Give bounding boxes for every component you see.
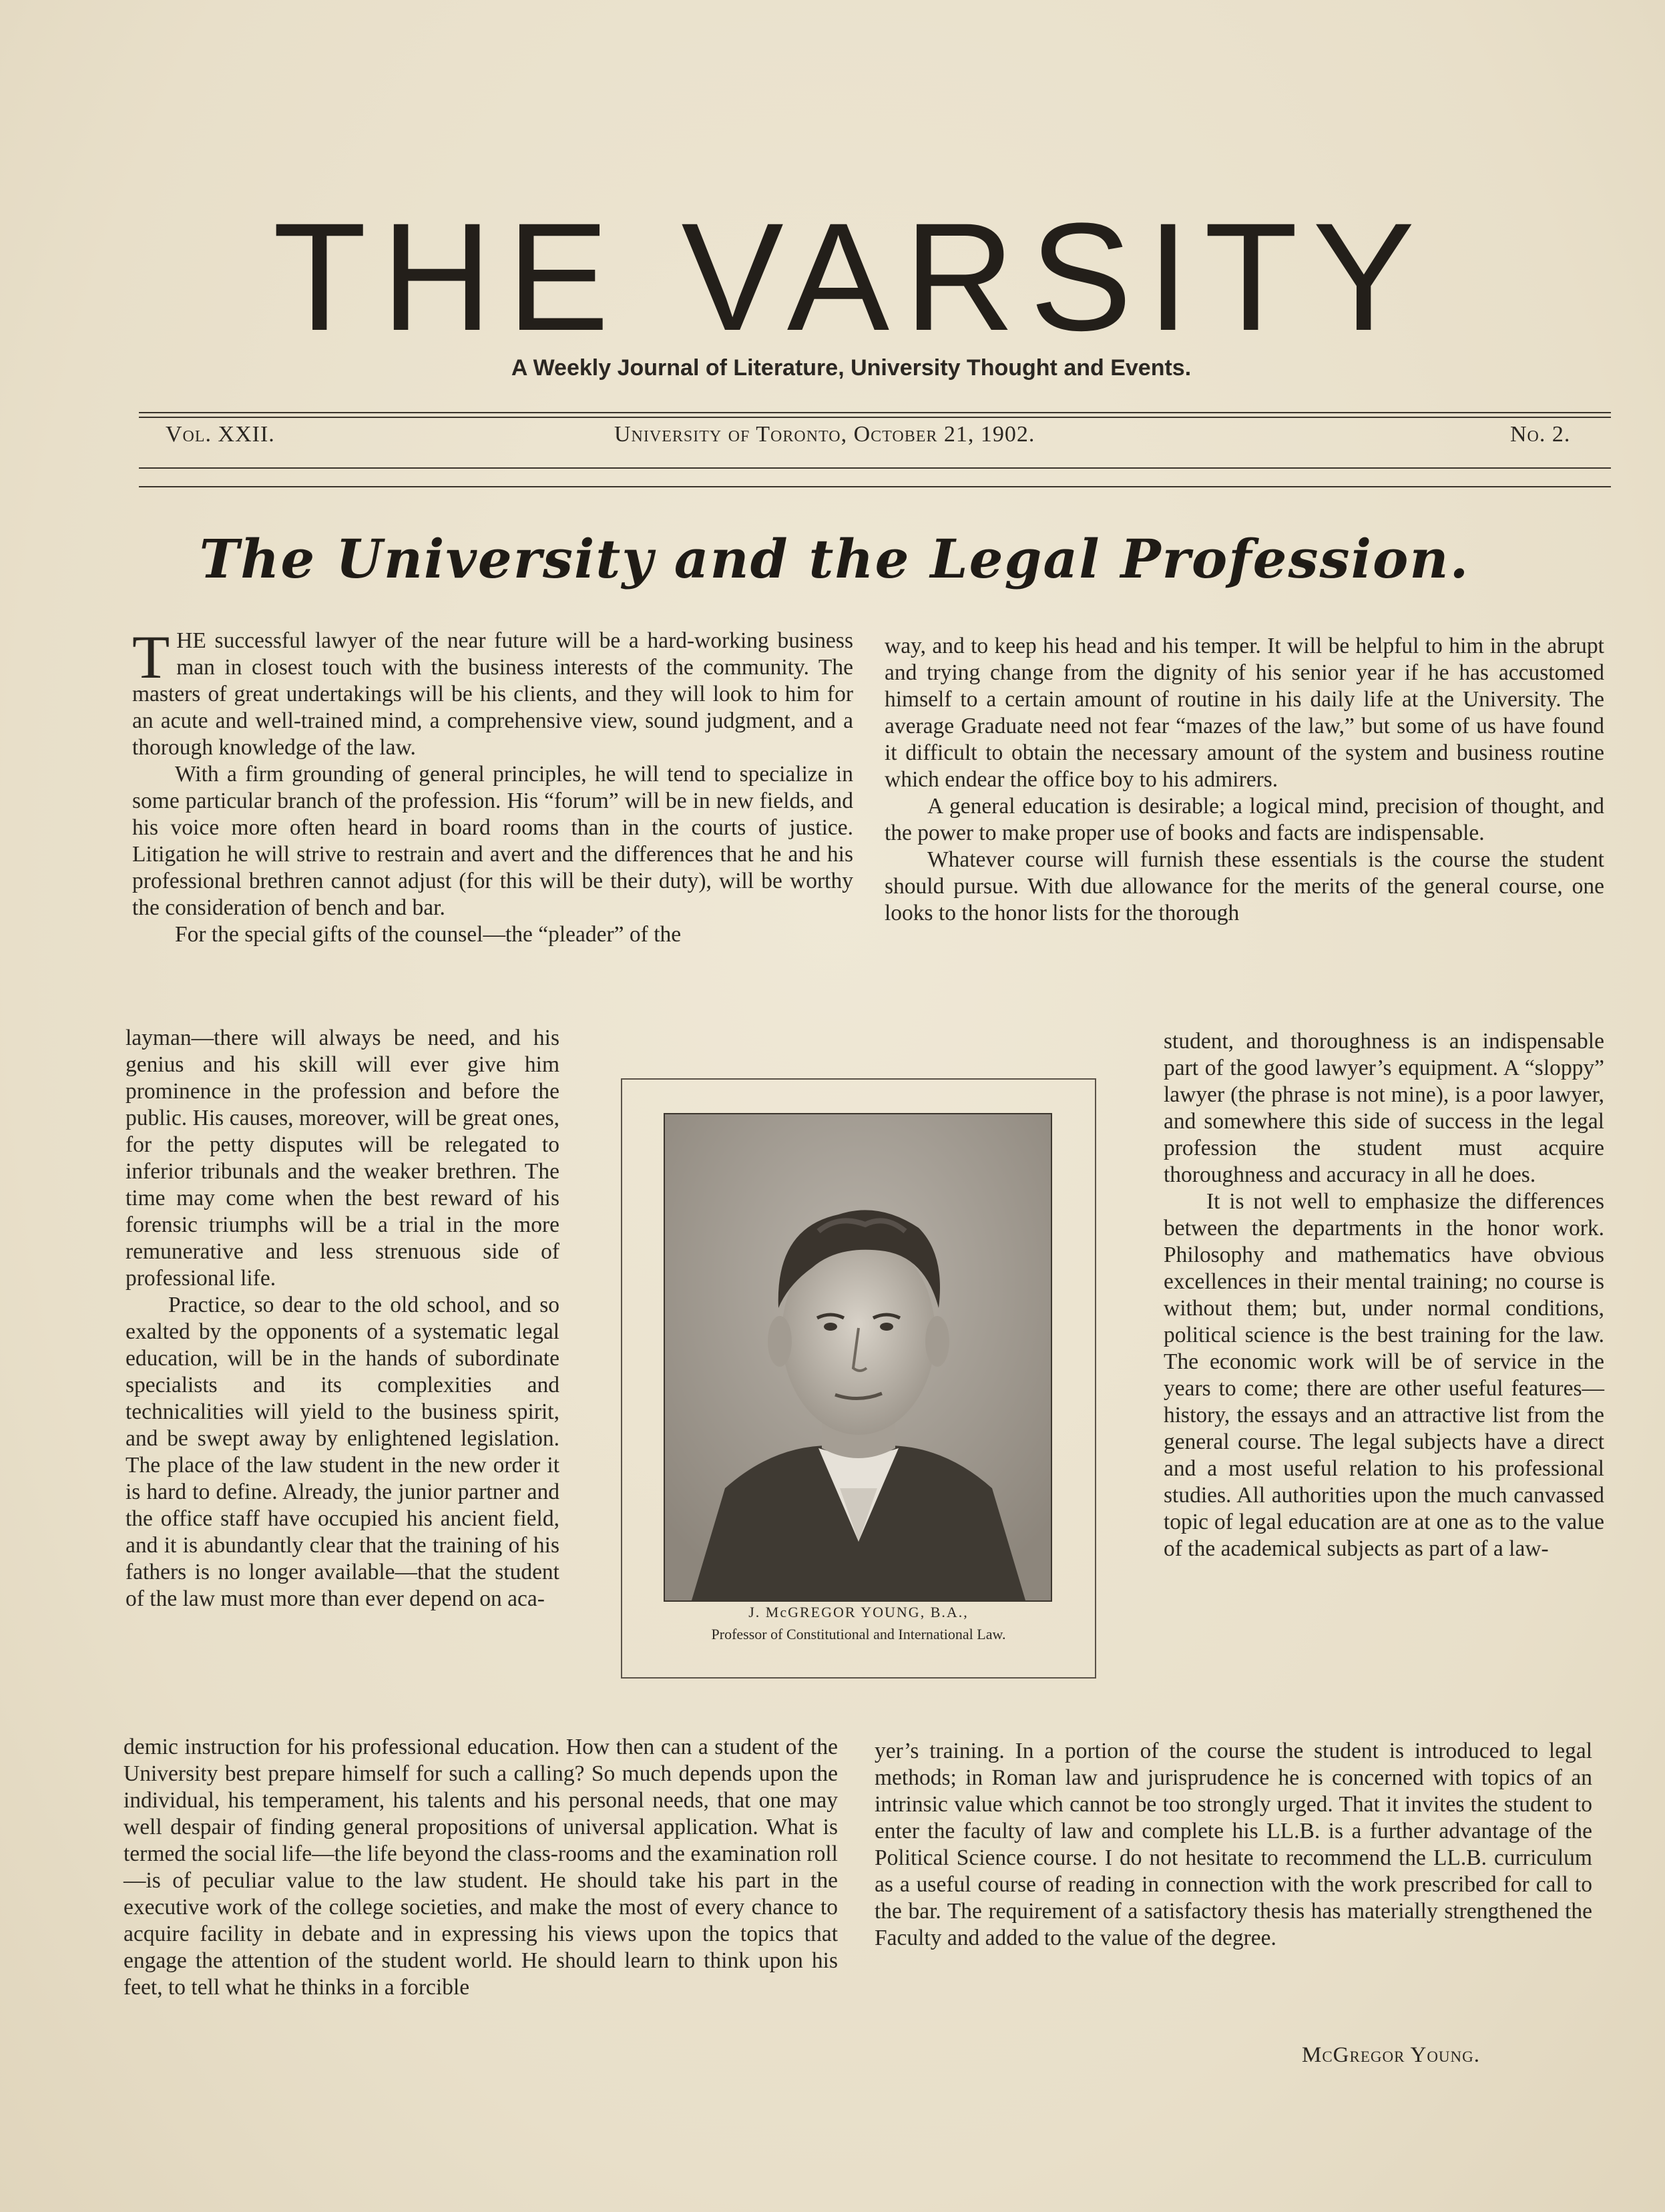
article-headline: The University and the Legal Profession.: [199, 527, 1470, 590]
dateline: University of Toronto, October 21, 1902.: [614, 422, 1035, 447]
column-right-narrow: [1164, 1028, 1604, 1562]
column-left-narrow: [126, 1025, 559, 1612]
portrait-photo: [664, 1113, 1052, 1602]
paragraph: A general education is desirable; a logical mind, precision of thought, and the power to make proper use of books and facts are indispensable.: [885, 794, 1604, 845]
paragraph: It is not well to emphasize the differences between the departments in the honor work. Philosophy and mathematics have obvious excellences in their mental training; no course is without them; but, under normal conditions, political science is the best training for the law. The economic work will be of service in the years to come; there are other useful features—history, the essays and an attractive list from the general course. The legal subjects have a direct and a most useful relation to his professional studies. All authorities upon the much canvassed topic of legal education are at one as to the value of the academical subjects as part of a law-: [1164, 1189, 1604, 1561]
issue-number: No. 2.: [1510, 422, 1571, 447]
photo-caption-role: Professor of Constitutional and International Law.: [711, 1626, 1006, 1642]
paragraph: Practice, so dear to the old school, and so exalted by the opponents of a systematic legal education, will be in the hands of subordinate specialists and its complexities and technicalities will yield to the business spirit, and be swept away by enlightened legislation. The place of the law student in the new order it is hard to define. Already, the junior partner and the office staff have occupied his ancient field, and it is abundantly clear that the training of his fathers is no longer available—that the student of the law must more than ever depend on aca-: [126, 1293, 559, 1611]
author-signature: McGregor Young.: [1302, 2043, 1481, 2067]
paragraph-text: HE successful lawyer of the near future will be a hard-working business man in closest touch with the business interests of the community. The masters of great undertakings will be his clients, and they will look to him for an acute and well-trained mind, a comprehensive view, sound judgment, and a thorough knowledge of the law.: [132, 628, 853, 760]
top-rule: [139, 412, 1611, 413]
drop-cap: T: [132, 623, 170, 691]
photo-caption-name: J. McGREGOR YOUNG, B.A.,: [748, 1604, 969, 1620]
portrait-frame: [621, 1078, 1096, 1679]
paragraph: way, and to keep his head and his temper. It will be helpful to him in the abrupt and trying change from the dignity of his senior year if he has accustomed himself to a certain amount of routine in his daily life at the University. The average Graduate need not fear “mazes of the law,” but some of us have found it difficult to obtain the necessary amount of the system and business routine which endear the office boy to his admirers.: [885, 634, 1604, 792]
column-left-top: [132, 623, 853, 948]
column-left-bottom: [124, 1734, 838, 2001]
portrait-illustration: [665, 1114, 1051, 1600]
paragraph: For the special gifts of the counsel—the “pleader” of the: [175, 922, 682, 947]
paragraph: layman—there will always be need, and his genius and his skill will ever give him prominence in the profession and before the public. His causes, moreover, will be great ones, for the petty disputes will be relegated to inferior tribunals and the weaker brethren. The time may come when the best reward of his forensic triumphs will be a trial in the more remunerative and less strenuous side of professional life.: [126, 1026, 559, 1291]
bottom-rule: [139, 467, 1611, 469]
paragraph: yer’s training. In a portion of the course the student is introduced to legal methods; in Roman law and jurisprudence he is concerned with topics of an intrinsic value which cannot be too strongly urged. That it invites the student to enter the faculty of law and complete his LL.B. is a further advantage of the Political Science course. I do not hesitate to recommend the LL.B. curriculum as a useful course of reading in connection with the work prescribed for call to the bar. The requirement of a satisfactory thesis has materially strengthened the Faculty and added to the value of the degree.: [875, 1739, 1592, 1950]
column-right-top: [885, 633, 1604, 927]
paragraph: With a firm grounding of general principles, he will tend to specialize in some particular branch of the profession. His “forum” will be in new fields, and his voice more often heard in board rooms than in the courts of justice. Litigation he will strive to restrain and avert and the differences that he and his professional brethren cannot adjust (for this will be their duty), will be worthy the consideration of bench and bar.: [132, 762, 853, 920]
masthead-title: THE VARSITY: [272, 191, 1430, 363]
column-right-bottom: [875, 1738, 1592, 1952]
volume-label: Vol. XXII.: [166, 422, 275, 447]
paragraph: demic instruction for his professional education. How then can a student of the University best prepare himself for such a calling? So much depends upon the individual, his temperament, his talents and his personal needs, that one may well despair of finding general propositions of universal application. What is termed the social life—the life beyond the class-rooms and the examination roll—is of peculiar value to the law student. He should take his part in the executive work of the college societies, and make the most of every chance to acquire facility in debate and in expressing his views upon the topics that engage the attention of the student world. He should learn to think upon his feet, to tell what he thinks in a forcible: [124, 1735, 838, 2000]
paragraph: Whatever course will furnish these essentials is the course the student should pursue. With due allowance for the merits of the general course, one looks to the honor lists for the thorough: [885, 847, 1604, 925]
paragraph: [132, 623, 853, 761]
paragraph: student, and thoroughness is an indispensable part of the good lawyer’s equipment. A “sloppy” lawyer (the phrase is not mine), is a poor lawyer, and somewhere this side of success in the legal profession the student must acquire thoroughness and accuracy in all he does.: [1164, 1029, 1604, 1187]
masthead-subtitle: A Weekly Journal of Literature, University Thought and Events.: [511, 355, 1192, 381]
bottom-rule-double: [139, 486, 1611, 487]
top-rule-double: [139, 417, 1611, 418]
